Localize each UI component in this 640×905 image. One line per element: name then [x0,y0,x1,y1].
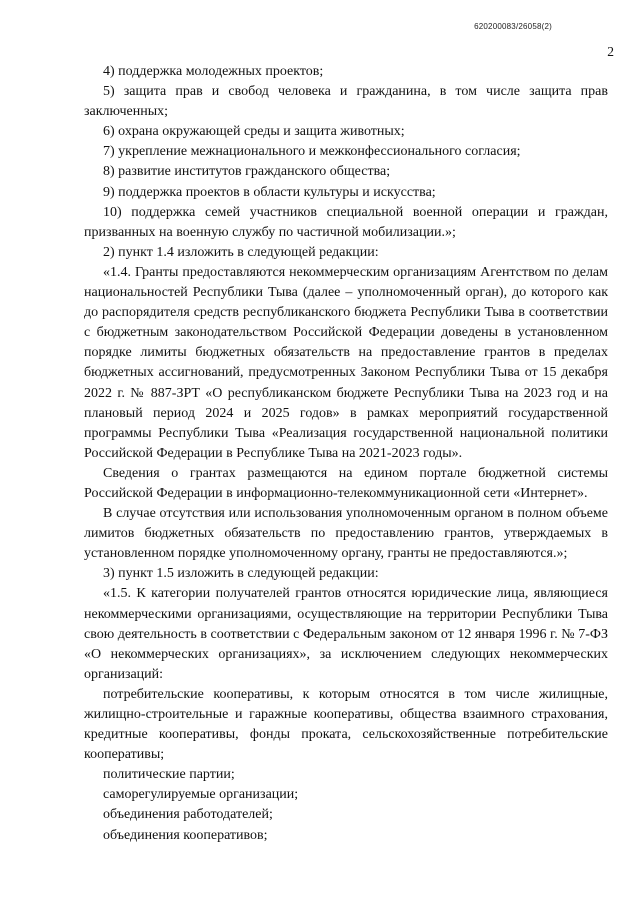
list-item-8: 8) развитие институтов гражданского общества; [103,164,391,180]
page-number: 2 [607,44,614,59]
list-item-5: 5) защита прав и свобод человека и гражданина, в том числе защита прав заключенных; [84,84,608,120]
grants-info-paragraph: Сведения о грантах размещаются на едином портале бюджетной системы Российской Федерации в информационно-телекоммуникационной сети «Интернет». [84,465,608,501]
grants-limits-paragraph: В случае отсутствия или использования уполномоченным органом в полном объеме лимитов бюджетных обязательств по предоставлению грантов, утверждаемых в установленном порядке уполномоченному органу, гранты не предоставляются.»; [84,506,608,562]
list-item-7: 7) укрепление межнационального и межконфессионального согласия; [103,144,521,160]
clause-1-4: «1.4. Гранты предоставляются некоммерческим организациям Агентством по делам национальностей Республики Тыва (далее – уполномоченный орган), до которого как до распорядителя средств республиканского бюджета Республики Тыва в соответствии с бюджетным законодательством Российской Федерации доведены в установленном порядке лимиты бюджетных обязательств на предоставление грантов в пределах бюджетных ассигнований, предусмотренных Законом Республики Тыва от 15 декабря 2022 г. № 887-ЗРТ «О республиканском бюджете Республики Тыва на 2023 год и на плановый период 2024 и 2025 годов» в рамках мероприятий государственной программы Республики Тыва «Реализация государственной национальной политики Российской Федерации в Республике Тыва на 2021-2023 годы». [84,264,608,461]
exclusion-self-regulatory: саморегулируемые организации; [103,787,299,803]
amendment-item-2: 2) пункт 1.4 изложить в следующей редакции: [103,244,379,260]
document-code: 620200083/26058(2) [474,22,552,31]
list-item-9: 9) поддержка проектов в области культуры и искусства; [103,184,436,200]
exclusion-cooperative-unions: объединения кооперативов; [103,827,268,843]
list-item-6: 6) охрана окружающей среды и защита животных; [103,124,405,140]
list-item-10: 10) поддержка семей участников специальной военной операции и граждан, призванных на военную службу по частичной мобилизации.»; [84,204,608,240]
document-body [84,62,608,846]
exclusion-employers: объединения работодателей; [103,807,273,823]
clause-1-5: «1.5. К категории получателей грантов относятся юридические лица, являющиеся некоммерческими организациями, осуществляющие на территории Республики Тыва свою деятельность в соответствии с Федеральным законом от 12 января 1996 г. № 7-ФЗ «О некоммерческих организациях», за исключением следующих некоммерческих организаций: [84,586,608,682]
amendment-item-3: 3) пункт 1.5 изложить в следующей редакции: [103,566,379,582]
exclusion-cooperatives: потребительские кооперативы, к которым относятся в том числе жилищные, жилищно-строительные и гаражные кооперативы, общества взаимного страхования, кредитные кооперативы, фонды проката, сельскохозяйственные потребительские кооперативы; [84,686,608,763]
exclusion-political-parties: политические партии; [103,767,235,783]
list-item-4: 4) поддержка молодежных проектов; [103,64,324,79]
